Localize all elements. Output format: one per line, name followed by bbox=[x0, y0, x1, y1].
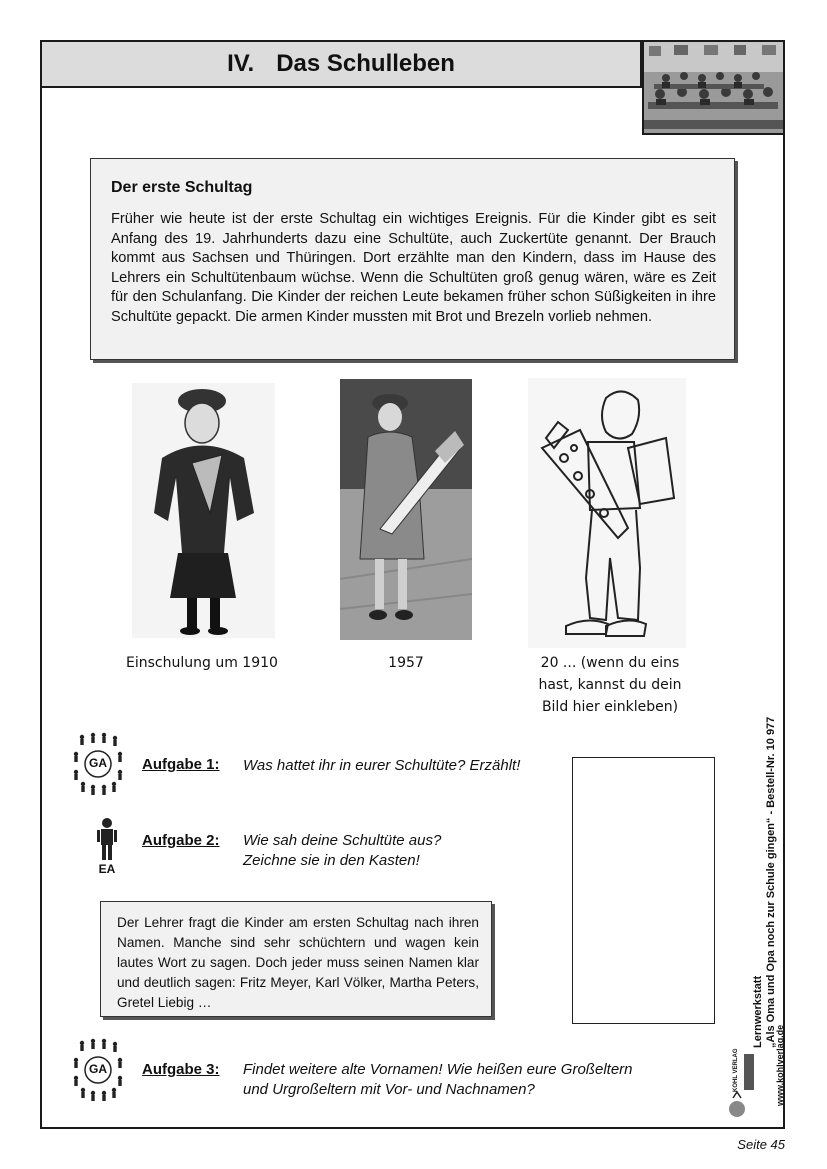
chapter-title: Das Schulleben bbox=[276, 50, 455, 77]
group-work-icon bbox=[72, 732, 124, 796]
task-3-colon: : bbox=[214, 1061, 220, 1078]
caption-1957: 1957 bbox=[388, 655, 424, 671]
publisher-logo-text: KOHL VERLAG bbox=[733, 1048, 739, 1092]
chapter-number: IV. bbox=[227, 50, 255, 77]
caption-1910: Einschulung um 1910 bbox=[126, 655, 278, 671]
task-2-label-text: Aufgabe 2 bbox=[142, 832, 215, 849]
teacher-names-box: Der Lehrer fragt die Kinder am ersten Schultag nach ihren Namen. Manche sind sehr schüchtern und wagen kein lautes Wort zu sagen. Doch jeder muss seinen Namen klar und deutlich sagen: Fritz Meyer, Karl Völker, Martha Peters, Gretel Liebig … bbox=[100, 901, 492, 1017]
drawing-box[interactable] bbox=[572, 757, 715, 1024]
group-work-badge-2: GA bbox=[89, 1062, 107, 1076]
task-2-text-line2: Zeichne sie in den Kasten! bbox=[243, 852, 420, 869]
info-box-heading: Der erste Schultag bbox=[111, 179, 253, 196]
group-work-badge: GA bbox=[89, 756, 107, 770]
picture-1910 bbox=[132, 383, 275, 638]
page-number: Seite 45 bbox=[737, 1137, 785, 1152]
classroom-photo bbox=[642, 40, 785, 135]
single-work-icon bbox=[94, 816, 120, 878]
info-box-first-school-day bbox=[90, 158, 735, 360]
task-1-label-text: Aufgabe 1 bbox=[142, 756, 215, 773]
task-2-text bbox=[243, 831, 441, 871]
publisher-logo bbox=[727, 1048, 755, 1118]
task-3-label-text: Aufgabe 3 bbox=[142, 1061, 215, 1078]
task-3-text-line1: Findet weitere alte Vornamen! Wie heißen eure Großeltern bbox=[243, 1061, 633, 1078]
task-3-label bbox=[142, 1061, 220, 1078]
group-work-icon-2 bbox=[72, 1038, 124, 1102]
sidebar-order-info bbox=[752, 717, 778, 1048]
single-work-badge: EA bbox=[98, 862, 116, 876]
caption-today: 20 ... (wenn du eins hast, kannst du dein Bild hier einkleben) bbox=[538, 655, 682, 715]
task-1-label bbox=[142, 756, 220, 773]
task-1-colon: : bbox=[214, 756, 220, 773]
sidebar-line2: „Als Oma und Opa noch zur Schule gingen“ - Bestell-Nr. 10 977 bbox=[765, 716, 777, 1048]
chapter-title-bar bbox=[40, 40, 642, 88]
task-1-text: Was hattet ihr in eurer Schultüte? Erzählt! bbox=[243, 757, 521, 774]
publisher-url: www.kohlverlag.de bbox=[775, 1024, 785, 1106]
task-3-text bbox=[243, 1060, 633, 1100]
task-2-label bbox=[142, 832, 220, 849]
info-box-text: Früher wie heute ist der erste Schultag ein wichtiges Ereignis. Für die Kinder gibt es seit Anfang des 19. Jahrhunderts dazu eine Schultüte, auch Zuckertüte genannt. Der Brauch kommt aus Sachsen und Thüringen. Dort erzählte man den Kindern, dass im Hause des Lehrers ein Schultütenbaum wüchse. Wenn die Schultüten groß genug wären, wäre es Zeit für den Schulanfang. Die Kinder der reichen Leute bekamen früher schon Süßigkeiten in ihre Schultüte gepackt. Die armen Kinder mussten mit Brot und Brezeln vorlieb nehmen. bbox=[111, 211, 716, 325]
picture-today-drawing bbox=[528, 378, 686, 648]
picture-1957 bbox=[340, 379, 472, 640]
sidebar-line1: Lernwerkstatt bbox=[752, 975, 764, 1048]
task-3-text-line2: und Urgroßeltern mit Vor- und Nachnamen? bbox=[243, 1081, 535, 1098]
task-2-colon: : bbox=[214, 832, 220, 849]
task-2-text-line1: Wie sah deine Schultüte aus? bbox=[243, 832, 442, 849]
